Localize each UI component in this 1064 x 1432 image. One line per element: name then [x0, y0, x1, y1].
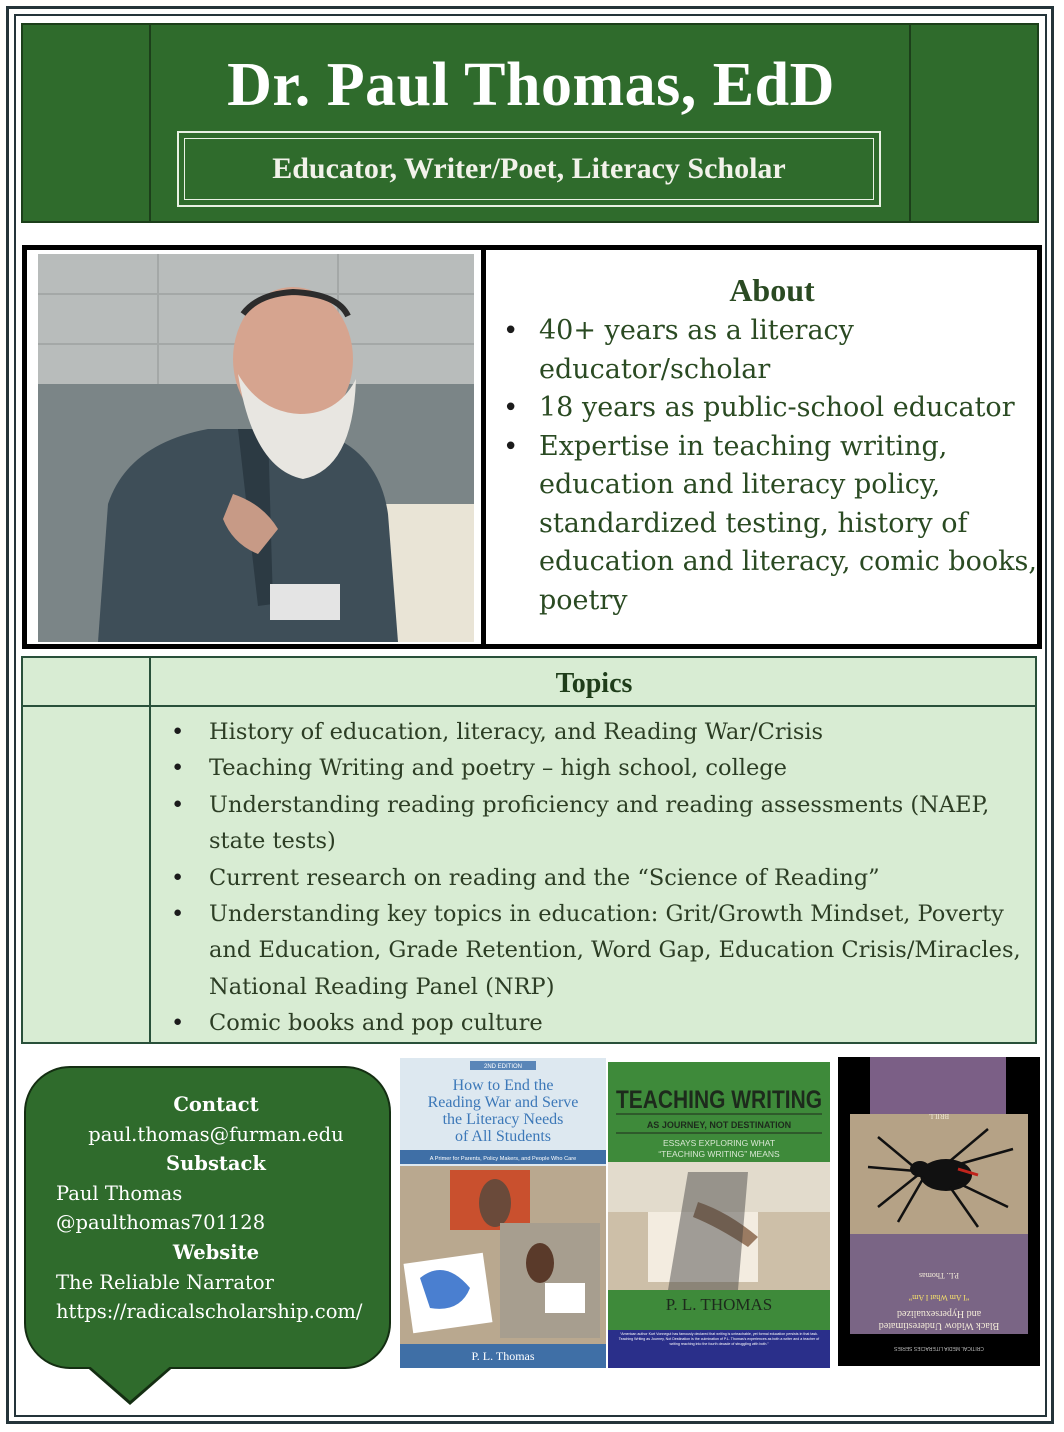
topics-section	[21, 656, 1037, 1044]
website-link[interactable]: https://radicalscholarship.com/	[56, 1300, 363, 1324]
about-heading: About	[729, 272, 815, 308]
page-title: Dr. Paul Thomas, EdD	[227, 51, 835, 119]
book2-tagline: AS JOURNEY, NOT DESTINATION	[646, 1120, 792, 1130]
website-name: The Reliable Narrator	[56, 1270, 274, 1294]
book2-subtitle-line: “TEACHING WRITING” MEANS	[658, 1149, 780, 1159]
about-item: • 40+ years as a literacy educator/scholar	[497, 312, 1037, 389]
topics-list	[169, 714, 1029, 1042]
contact-email[interactable]: paul.thomas@furman.edu	[88, 1122, 344, 1146]
profile-photo-illustration	[38, 254, 474, 642]
topic-item: • Understanding key topics in education: Grit/Growth Mindset, Poverty and Education, Grade Retention, Word Gap, Education Crisis/Miracles, National Reading Panel (NRP)	[169, 896, 1029, 1005]
book-cover-reading-war	[400, 1058, 606, 1368]
substack-name: Paul Thomas	[56, 1181, 183, 1205]
book3-mirrored-quote: “I Am What I Am”	[908, 1293, 970, 1302]
contact-heading: Contact	[173, 1093, 259, 1116]
header-right-rule	[909, 25, 911, 221]
book2-subtitle-line: ESSAYS EXPLORING WHAT	[662, 1138, 776, 1148]
subtitle-frame	[177, 131, 881, 207]
about-item: • Expertise in teaching writing, education and literacy policy, standardized testing, history of education and literacy, comic books, poetry	[497, 428, 1037, 621]
header-left-rule	[149, 25, 151, 221]
book-cover-reading-war-art	[400, 1058, 606, 1368]
substack-heading: Substack	[166, 1152, 266, 1176]
topic-item: • Teaching Writing and poetry – high school, college	[169, 750, 1029, 786]
book-cover-teaching-writing-art	[608, 1062, 830, 1368]
page-subtitle: Educator, Writer/Poet, Literacy Scholar	[272, 152, 786, 185]
book-cover-black-widow-art	[838, 1057, 1040, 1366]
bubble-tail	[86, 1363, 174, 1401]
book1-edition: 2ND EDITION	[483, 1064, 523, 1070]
book1-author: P. L. Thomas	[471, 1349, 535, 1363]
book3-mirrored-publisher: BRILL	[928, 1112, 950, 1120]
book1-title-line: Reading War and Serve	[427, 1094, 579, 1111]
profile-photo	[38, 254, 474, 642]
book3-mirrored-title: Black Widow Underestimated	[878, 1320, 1000, 1331]
about-item: • 18 years as public-school educator	[497, 389, 1037, 428]
book2-blurb: “American author Kurt Vonnegut has famously declared that writing is unteachable, yet formal education persists in that task. Teaching Writing as Journey, Not Destination is the culmination of P.L. Thomas's experiences as both a writer and a teacher of writing reaching into the fourth decade of struggling with both.”	[618, 1332, 820, 1346]
book2-author: P. L. THOMAS	[665, 1295, 773, 1314]
book3-mirrored-title: and Hypersexualized	[896, 1308, 982, 1319]
book1-subtitle: A Primer for Parents, Policy Makers, and People Who Care	[429, 1156, 577, 1162]
topic-item: • Comic books and pop culture	[169, 1005, 1029, 1041]
about-section	[22, 245, 1042, 649]
book3-mirrored-author: P.L. Thomas	[918, 1271, 960, 1280]
topic-item: • Current research on reading and the “Science of Reading”	[169, 860, 1029, 896]
website-heading: Website	[172, 1240, 260, 1264]
book1-title-line: of All Students	[454, 1128, 552, 1145]
book3-series: CRITICAL MEDIA LITERACIES SERIES	[894, 1345, 984, 1351]
topic-item: • Understanding reading proficiency and reading assessments (NAEP, state tests)	[169, 787, 1029, 860]
book1-title-line: How to End the	[452, 1077, 554, 1094]
about-list	[497, 312, 1037, 620]
book1-title-line: the Literacy Needs	[442, 1111, 564, 1128]
book-cover-teaching-writing	[608, 1062, 830, 1368]
contact-block	[56, 1090, 376, 1327]
header-banner	[21, 23, 1039, 223]
contact-bubble	[24, 1066, 391, 1369]
topic-item: • History of education, literacy, and Reading War/Crisis	[169, 714, 1029, 750]
book-cover-black-widow	[838, 1057, 1040, 1366]
topics-left-rule	[149, 658, 151, 1042]
book2-title: TEACHING WRITING	[616, 1086, 822, 1114]
substack-handle[interactable]: @paulthomas701128	[56, 1211, 266, 1235]
about-divider	[481, 250, 486, 644]
topics-heading: Topics	[555, 668, 633, 699]
topics-header-rule	[23, 705, 1035, 707]
